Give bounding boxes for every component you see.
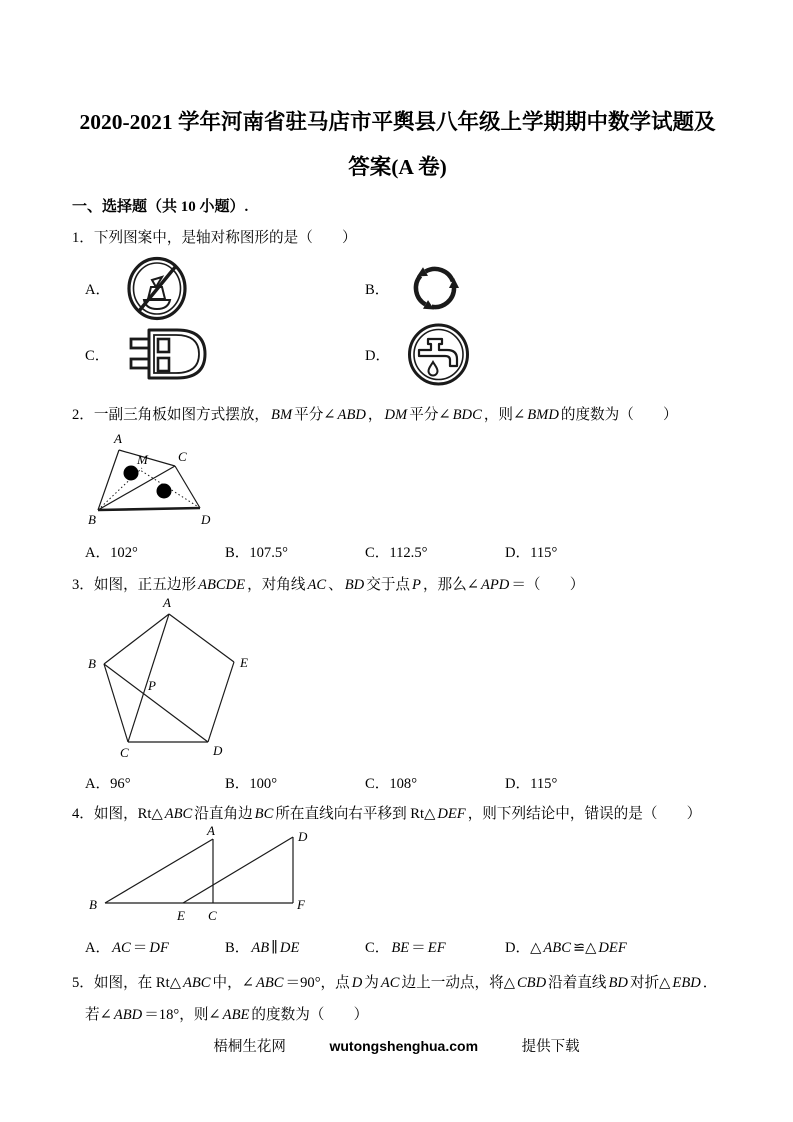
vertex-label-e: E <box>240 655 248 670</box>
electric-plug-icon <box>125 325 210 383</box>
page-title-line2: 答案(A 卷) <box>348 155 447 179</box>
question-2-figure <box>80 430 230 536</box>
question-1-option-c <box>85 321 365 387</box>
question-2-option-a: A．102° <box>85 545 138 561</box>
vertex-label-c: C <box>120 745 129 760</box>
vertex-label-b: B <box>88 512 96 527</box>
question-2-stem: 2．一副三角板如图方式摆放， BM 平分∠ ABD ， DM 平分∠ BDC ，则∠ BMD 的度数为（ ） <box>72 407 678 423</box>
question-4-figure <box>86 824 316 924</box>
question-1-option-d <box>365 321 645 387</box>
option-b-label: B． <box>365 281 390 298</box>
question-3-figure <box>81 594 261 769</box>
no-dumping-sign-icon <box>126 256 188 321</box>
footer-site-url: wutongshenghua.com <box>329 1038 479 1054</box>
question-5-stem: 5．如图，在 Rt△ ABC 中，∠ ABC ＝90°，点 D 为 AC 边上一动点，将△ CBD 沿着直线 BD 对折△ EBD ．若∠ ABD ＝18°，则∠ ABE 的度数为（ ） <box>72 975 718 1023</box>
question-4-option-d: D．△ ABC ≌△ DEF <box>505 940 627 956</box>
question-4-option-c: C． BE ＝ EF <box>365 940 446 956</box>
question-2-options <box>72 539 723 567</box>
footer-site-name: 梧桐生花网 <box>213 1039 286 1055</box>
question-1-option-b <box>365 255 645 321</box>
vertex-label-f: F <box>297 897 305 912</box>
question-1-options <box>72 255 685 387</box>
section-heading: 一、选择题（共 10 小题）. <box>72 199 249 215</box>
question-4-options <box>72 934 723 962</box>
question-3-option-a: A．96° <box>85 776 131 792</box>
set-square-hole <box>124 466 139 481</box>
question-1-option-a <box>85 255 365 321</box>
vertex-label-d: D <box>201 512 211 527</box>
vertex-label-c: C <box>208 908 217 923</box>
vertex-label-m: M <box>137 452 148 467</box>
water-saving-faucet-icon <box>406 323 471 386</box>
question-4-stem: 4．如图，Rt△ ABC 沿直角边 BC 所在直线向右平移到 Rt△ DEF ，则下列结论中，错误的是（ ） <box>72 806 702 822</box>
option-a-label: A． <box>85 281 111 298</box>
question-2-option-d: D．115° <box>505 545 558 561</box>
recycle-arrows-icon <box>405 258 465 318</box>
question-3-options <box>72 770 723 798</box>
option-d-label: D． <box>365 347 391 364</box>
page-title <box>72 100 723 190</box>
question-3-stem: 3．如图，正五边形 ABCDE ，对角线 AC 、 BD 交于点 P ，那么∠ APD ＝（ ） <box>72 577 585 593</box>
vertex-label-p: P <box>148 678 156 693</box>
vertex-label-a: A <box>207 824 215 838</box>
question-3-option-c: C．108° <box>365 776 418 792</box>
question-3-option-d: D．115° <box>505 776 558 792</box>
vertex-label-d: D <box>213 743 223 758</box>
page-footer <box>0 1033 793 1060</box>
option-c-label: C． <box>85 347 110 364</box>
question-4-option-a: A． AC ＝ DF <box>85 940 169 956</box>
vertex-label-d: D <box>298 829 308 844</box>
vertex-label-e: E <box>177 908 185 923</box>
question-1-stem: 1．下列图案中，是轴对称图形的是（ ） <box>72 230 357 246</box>
vertex-label-c: C <box>178 449 187 464</box>
page-title-line1: 2020-2021 学年河南省驻马店市平舆县八年级上学期期中数学试题及 <box>79 110 716 134</box>
footer-download-label: 提供下载 <box>521 1039 580 1055</box>
vertex-label-b: B <box>88 656 96 671</box>
vertex-label-a: A <box>114 431 122 446</box>
vertex-label-a: A <box>163 595 171 610</box>
question-2-option-b: B．107.5° <box>225 545 288 561</box>
question-3-option-b: B．100° <box>225 776 278 792</box>
vertex-label-b: B <box>89 897 97 912</box>
question-4-option-b: B． AB ∥ DE <box>225 940 300 956</box>
question-2-option-c: C．112.5° <box>365 545 428 561</box>
set-square-hole <box>157 484 172 499</box>
